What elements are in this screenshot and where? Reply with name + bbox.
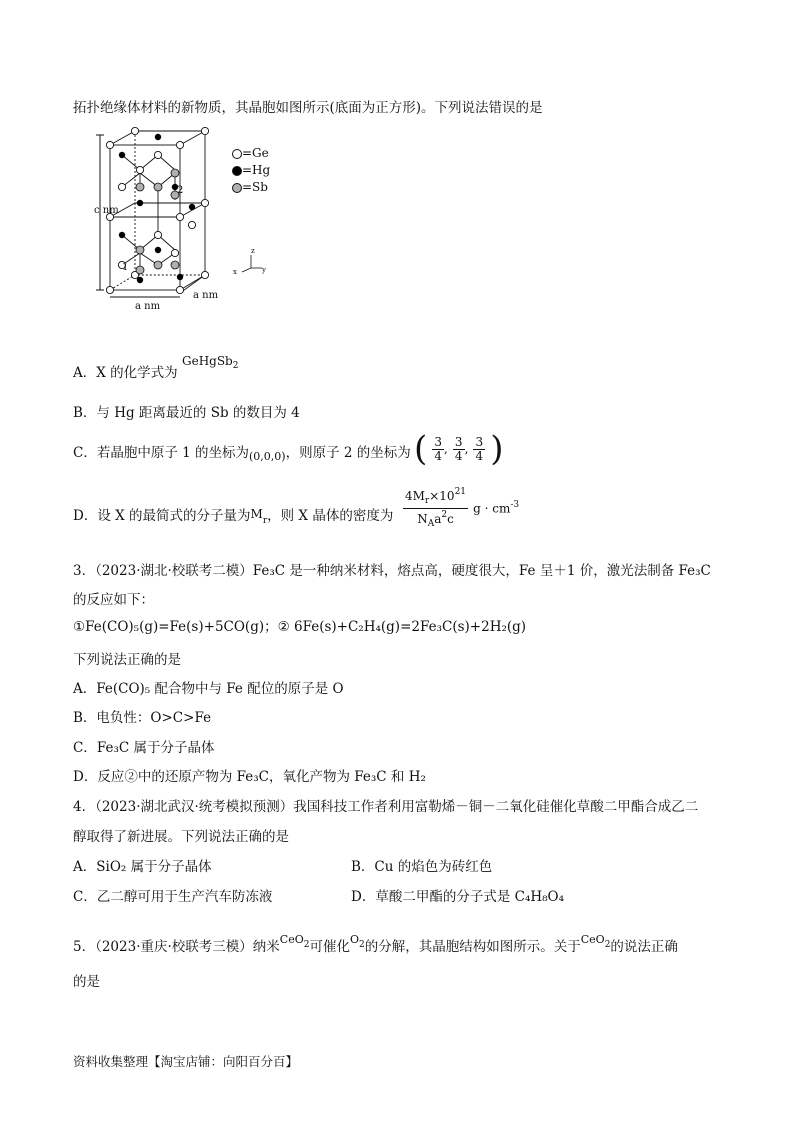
question-stem: 拓扑绝缘体材料的新物质，其晶胞如图所示(底面为正方形)。下列说法错误的是 <box>73 100 543 116</box>
q3-stem-line2: 的反应如下： <box>73 592 154 608</box>
q4-option-b: B．Cu 的焰色为砖红色 <box>351 859 493 875</box>
q2-option-c-coordinate: ( $\frac{3}{4}$ , $\frac{3}{4}$ , $\frac{3}{4}$ ) <box>414 429 504 469</box>
dim-c-label: c nm <box>94 205 119 216</box>
q3-option-c: C．Fe₃C 属于分子晶体 <box>73 740 215 756</box>
q3-option-d: D．反应②中的还原产物为 Fe₃C，氧化产物为 Fe₃C 和 H₂ <box>73 769 426 785</box>
q2-option-d-density: $\frac{4M_r\times 10^{21}}{N_Aa^2c}$ $g \cdot cm^{-3}$ <box>405 487 520 529</box>
axis-y-label: y <box>262 266 266 274</box>
dim-a-side-label: a nm <box>193 290 219 301</box>
dim-a-bottom-label: a nm <box>135 301 161 312</box>
legend-item-hg: =Hg <box>232 162 270 179</box>
axis-z-label: z <box>251 247 255 255</box>
q4-option-c: C．乙二醇可用于生产汽车防冻液 <box>73 889 273 905</box>
q2-option-a-formula: GeHgSb$_2$ <box>182 354 239 371</box>
q3-stem-line1: 3．（2023·湖北·校联考二模）Fe₃C 是一种纳米材料，熔点高，硬度很大，Fe 呈＋1 价，激光法制备 Fe₃C <box>73 563 711 579</box>
q5-stem-line2: 的是 <box>73 974 100 990</box>
legend-item-ge: =Ge <box>232 145 270 162</box>
q3-option-b: B．电负性：O>C>Fe <box>73 710 212 726</box>
atom-1-label: 1 <box>122 262 129 273</box>
axis-x-label: x <box>233 268 237 276</box>
q4-stem-line2: 醇取得了新进展。下列说法正确的是 <box>73 829 289 845</box>
q2-option-a: A．X 的化学式为 <box>73 365 178 381</box>
q5-stem-line1: 5．（2023·重庆·校联考三模）纳米$^{CeO}_2$可催化$^O_2$的分解，其晶胞结构如图所示。关于$^{CeO}_2$的说法正确 <box>73 933 678 955</box>
q2-option-c: C．若晶胞中原子 1 的坐标为$_{(0,0,0)}$，则原子 2 的坐标为 <box>73 445 411 463</box>
q2-option-d: D．设 X 的最简式的分子量为$M_r$，则 X 晶体的密度为 <box>73 507 394 526</box>
q4-option-a: A．SiO₂ 属于分子晶体 <box>73 859 212 875</box>
q4-option-d: D．草酸二甲酯的分子式是 C₄H₈O₄ <box>351 889 565 905</box>
q3-option-a: A．Fe(CO)₅ 配合物中与 Fe 配位的原子是 O <box>73 681 344 697</box>
q3-question: 下列说法正确的是 <box>73 652 181 668</box>
atom-2-label: 2 <box>177 185 184 196</box>
q4-stem-line1: 4．（2023·湖北武汉·统考模拟预测）我国科技工作者利用富勒烯－铜－二氧化硅催化草酸二甲酯合成乙二 <box>73 799 699 815</box>
q2-option-b: B．与 Hg 距离最近的 Sb 的数目为 4 <box>73 405 300 421</box>
figure-legend <box>232 145 270 196</box>
q3-reactions: ①Fe(CO)₅(g)=Fe(s)+5CO(g)；② 6Fe(s)+C₂H₄(g)=2Fe₃C(s)+2H₂(g) <box>73 619 527 635</box>
legend-item-sb: =Sb <box>232 179 270 196</box>
page-footer: 资料收集整理【淘宝店铺：向阳百分百】 <box>73 1054 299 1069</box>
